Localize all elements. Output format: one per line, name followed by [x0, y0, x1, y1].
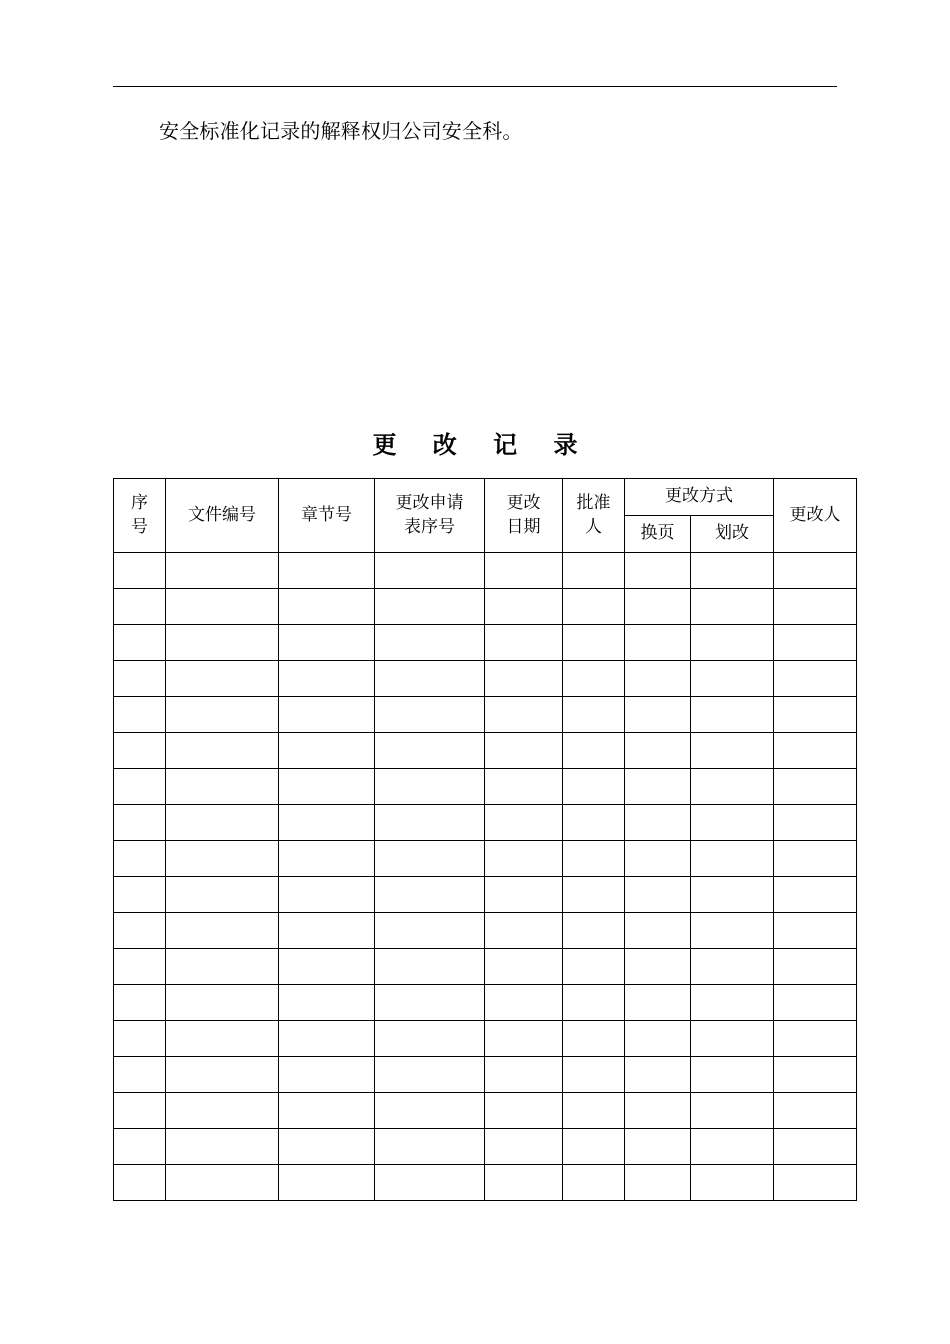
cell-replace-page[interactable]	[625, 589, 691, 625]
cell-chapter-no[interactable]	[279, 1093, 375, 1129]
cell-seq[interactable]	[114, 877, 166, 913]
cell-chapter-no[interactable]	[279, 769, 375, 805]
table-row	[114, 553, 857, 589]
cell-approver[interactable]	[563, 769, 625, 805]
cell-replace-page[interactable]	[625, 877, 691, 913]
cell-changed-by[interactable]	[774, 805, 857, 841]
cell-seq[interactable]	[114, 805, 166, 841]
table-row	[114, 733, 857, 769]
cell-approver[interactable]	[563, 553, 625, 589]
header-approver-line-2: 人	[585, 516, 602, 537]
cell-replace-page[interactable]	[625, 733, 691, 769]
cell-replace-page[interactable]	[625, 805, 691, 841]
cell-changed-by[interactable]	[774, 1165, 857, 1201]
cell-seq[interactable]	[114, 913, 166, 949]
header-change-date-line-2: 日期	[506, 516, 541, 537]
cell-changed-by[interactable]	[774, 985, 857, 1021]
table-row	[114, 769, 857, 805]
cell-doc-no[interactable]	[166, 553, 279, 589]
cell-chapter-no[interactable]	[279, 553, 375, 589]
cell-seq[interactable]	[114, 697, 166, 733]
header-rule	[113, 86, 837, 87]
cell-seq[interactable]	[114, 1021, 166, 1057]
cell-approver[interactable]	[563, 733, 625, 769]
cell-changed-by[interactable]	[774, 733, 857, 769]
table-row	[114, 1165, 857, 1201]
cell-request-no[interactable]	[375, 805, 485, 841]
cell-approver[interactable]	[563, 949, 625, 985]
cell-change-date[interactable]	[485, 877, 563, 913]
cell-strike-change[interactable]	[691, 625, 774, 661]
cell-doc-no[interactable]	[166, 1057, 279, 1093]
cell-strike-change[interactable]	[691, 589, 774, 625]
cell-changed-by[interactable]	[774, 1057, 857, 1093]
table-row	[114, 877, 857, 913]
cell-approver[interactable]	[563, 1057, 625, 1093]
cell-change-date[interactable]	[485, 949, 563, 985]
cell-changed-by[interactable]	[774, 841, 857, 877]
cell-request-no[interactable]	[375, 985, 485, 1021]
table-row	[114, 661, 857, 697]
cell-changed-by[interactable]	[774, 913, 857, 949]
cell-strike-change[interactable]	[691, 1093, 774, 1129]
cell-chapter-no[interactable]	[279, 733, 375, 769]
table-header-row	[114, 479, 857, 516]
cell-request-no[interactable]	[375, 769, 485, 805]
cell-change-date[interactable]	[485, 1057, 563, 1093]
cell-chapter-no[interactable]	[279, 805, 375, 841]
table-row	[114, 1093, 857, 1129]
cell-change-date[interactable]	[485, 805, 563, 841]
cell-chapter-no[interactable]	[279, 985, 375, 1021]
header-seq	[114, 479, 166, 553]
cell-change-date[interactable]	[485, 661, 563, 697]
cell-change-date[interactable]	[485, 1093, 563, 1129]
cell-doc-no[interactable]	[166, 769, 279, 805]
cell-approver[interactable]	[563, 1093, 625, 1129]
header-doc-no: 文件编号	[166, 479, 279, 553]
cell-chapter-no[interactable]	[279, 589, 375, 625]
cell-chapter-no[interactable]	[279, 1165, 375, 1201]
cell-request-no[interactable]	[375, 877, 485, 913]
cell-approver[interactable]	[563, 625, 625, 661]
cell-seq[interactable]	[114, 949, 166, 985]
table-body	[114, 553, 857, 1201]
cell-approver[interactable]	[563, 697, 625, 733]
intro-paragraph: 安全标准化记录的解释权归公司安全科。	[159, 119, 523, 143]
cell-doc-no[interactable]	[166, 805, 279, 841]
cell-chapter-no[interactable]	[279, 661, 375, 697]
cell-changed-by[interactable]	[774, 697, 857, 733]
cell-change-date[interactable]	[485, 553, 563, 589]
cell-replace-page[interactable]	[625, 985, 691, 1021]
cell-changed-by[interactable]	[774, 877, 857, 913]
cell-change-date[interactable]	[485, 769, 563, 805]
cell-approver[interactable]	[563, 841, 625, 877]
header-change-date-line-1: 更改	[506, 492, 541, 513]
cell-doc-no[interactable]	[166, 697, 279, 733]
cell-request-no[interactable]	[375, 1021, 485, 1057]
cell-change-date[interactable]	[485, 733, 563, 769]
cell-seq[interactable]	[114, 985, 166, 1021]
cell-seq[interactable]	[114, 733, 166, 769]
table-row	[114, 985, 857, 1021]
cell-request-no[interactable]	[375, 949, 485, 985]
cell-replace-page[interactable]	[625, 625, 691, 661]
cell-change-date[interactable]	[485, 589, 563, 625]
cell-replace-page[interactable]	[625, 1165, 691, 1201]
cell-changed-by[interactable]	[774, 625, 857, 661]
cell-chapter-no[interactable]	[279, 841, 375, 877]
cell-change-date[interactable]	[485, 985, 563, 1021]
cell-change-date[interactable]	[485, 841, 563, 877]
cell-doc-no[interactable]	[166, 1093, 279, 1129]
cell-doc-no[interactable]	[166, 877, 279, 913]
cell-replace-page[interactable]	[625, 769, 691, 805]
header-change-method: 更改方式	[625, 479, 774, 516]
cell-seq[interactable]	[114, 1165, 166, 1201]
cell-doc-no[interactable]	[166, 1021, 279, 1057]
cell-approver[interactable]	[563, 1165, 625, 1201]
cell-replace-page[interactable]	[625, 1021, 691, 1057]
cell-chapter-no[interactable]	[279, 877, 375, 913]
cell-replace-page[interactable]	[625, 697, 691, 733]
cell-change-date[interactable]	[485, 1021, 563, 1057]
cell-approver[interactable]	[563, 805, 625, 841]
header-seq-line-1: 序	[131, 492, 148, 513]
cell-replace-page[interactable]	[625, 841, 691, 877]
cell-strike-change[interactable]	[691, 805, 774, 841]
cell-chapter-no[interactable]	[279, 625, 375, 661]
cell-replace-page[interactable]	[625, 1129, 691, 1165]
header-changed-by: 更改人	[774, 479, 857, 553]
cell-request-no[interactable]	[375, 553, 485, 589]
cell-change-date[interactable]	[485, 1165, 563, 1201]
cell-seq[interactable]	[114, 661, 166, 697]
cell-strike-change[interactable]	[691, 1057, 774, 1093]
cell-changed-by[interactable]	[774, 949, 857, 985]
header-change-date	[485, 479, 563, 553]
header-strike-change: 划改	[691, 516, 774, 553]
cell-approver[interactable]	[563, 1021, 625, 1057]
cell-strike-change[interactable]	[691, 1021, 774, 1057]
cell-strike-change[interactable]	[691, 949, 774, 985]
cell-strike-change[interactable]	[691, 553, 774, 589]
header-approver-line-1: 批准	[576, 492, 611, 513]
cell-chapter-no[interactable]	[279, 949, 375, 985]
cell-strike-change[interactable]	[691, 697, 774, 733]
cell-request-no[interactable]	[375, 661, 485, 697]
header-replace-page: 换页	[625, 516, 691, 553]
cell-seq[interactable]	[114, 553, 166, 589]
cell-doc-no[interactable]	[166, 1165, 279, 1201]
cell-change-date[interactable]	[485, 697, 563, 733]
cell-change-date[interactable]	[485, 913, 563, 949]
table-row	[114, 625, 857, 661]
header-request-no	[375, 479, 485, 553]
cell-seq[interactable]	[114, 1129, 166, 1165]
cell-chapter-no[interactable]	[279, 1057, 375, 1093]
cell-changed-by[interactable]	[774, 1129, 857, 1165]
table-row	[114, 697, 857, 733]
cell-strike-change[interactable]	[691, 661, 774, 697]
cell-replace-page[interactable]	[625, 1057, 691, 1093]
cell-chapter-no[interactable]	[279, 913, 375, 949]
cell-doc-no[interactable]	[166, 841, 279, 877]
header-request-no-line-2: 表序号	[404, 516, 455, 537]
cell-doc-no[interactable]	[166, 949, 279, 985]
table-row	[114, 913, 857, 949]
cell-changed-by[interactable]	[774, 1021, 857, 1057]
header-approver	[563, 479, 625, 553]
cell-doc-no[interactable]	[166, 589, 279, 625]
cell-changed-by[interactable]	[774, 661, 857, 697]
cell-replace-page[interactable]	[625, 1093, 691, 1129]
table-row	[114, 805, 857, 841]
table-row	[114, 1129, 857, 1165]
cell-change-date[interactable]	[485, 1129, 563, 1165]
cell-replace-page[interactable]	[625, 913, 691, 949]
cell-approver[interactable]	[563, 913, 625, 949]
cell-strike-change[interactable]	[691, 1165, 774, 1201]
cell-request-no[interactable]	[375, 733, 485, 769]
cell-request-no[interactable]	[375, 589, 485, 625]
cell-request-no[interactable]	[375, 625, 485, 661]
cell-chapter-no[interactable]	[279, 697, 375, 733]
cell-doc-no[interactable]	[166, 985, 279, 1021]
cell-doc-no[interactable]	[166, 913, 279, 949]
header-seq-line-2: 号	[131, 516, 148, 537]
table-row	[114, 589, 857, 625]
cell-strike-change[interactable]	[691, 877, 774, 913]
table-row	[114, 841, 857, 877]
cell-replace-page[interactable]	[625, 661, 691, 697]
header-chapter-no: 章节号	[279, 479, 375, 553]
cell-strike-change[interactable]	[691, 841, 774, 877]
cell-approver[interactable]	[563, 877, 625, 913]
cell-strike-change[interactable]	[691, 733, 774, 769]
cell-strike-change[interactable]	[691, 769, 774, 805]
cell-strike-change[interactable]	[691, 913, 774, 949]
cell-approver[interactable]	[563, 661, 625, 697]
cell-approver[interactable]	[563, 985, 625, 1021]
cell-changed-by[interactable]	[774, 1093, 857, 1129]
cell-request-no[interactable]	[375, 1057, 485, 1093]
cell-changed-by[interactable]	[774, 769, 857, 805]
cell-request-no[interactable]	[375, 1165, 485, 1201]
cell-request-no[interactable]	[375, 697, 485, 733]
cell-replace-page[interactable]	[625, 949, 691, 985]
table-title: 更 改 记 录	[372, 431, 592, 459]
cell-doc-no[interactable]	[166, 733, 279, 769]
cell-approver[interactable]	[563, 1129, 625, 1165]
cell-seq[interactable]	[114, 769, 166, 805]
cell-request-no[interactable]	[375, 1093, 485, 1129]
cell-strike-change[interactable]	[691, 1129, 774, 1165]
cell-changed-by[interactable]	[774, 553, 857, 589]
cell-seq[interactable]	[114, 841, 166, 877]
change-record-table	[113, 478, 857, 1201]
cell-seq[interactable]	[114, 589, 166, 625]
cell-chapter-no[interactable]	[279, 1021, 375, 1057]
cell-chapter-no[interactable]	[279, 1129, 375, 1165]
table-row	[114, 949, 857, 985]
header-request-no-line-1: 更改申请	[395, 492, 464, 513]
cell-doc-no[interactable]	[166, 625, 279, 661]
cell-request-no[interactable]	[375, 913, 485, 949]
cell-replace-page[interactable]	[625, 553, 691, 589]
table-row	[114, 1021, 857, 1057]
cell-seq[interactable]	[114, 625, 166, 661]
cell-strike-change[interactable]	[691, 985, 774, 1021]
cell-request-no[interactable]	[375, 841, 485, 877]
cell-approver[interactable]	[563, 589, 625, 625]
cell-change-date[interactable]	[485, 625, 563, 661]
cell-seq[interactable]	[114, 1057, 166, 1093]
cell-seq[interactable]	[114, 1093, 166, 1129]
cell-changed-by[interactable]	[774, 589, 857, 625]
cell-request-no[interactable]	[375, 1129, 485, 1165]
table-row	[114, 1057, 857, 1093]
cell-doc-no[interactable]	[166, 661, 279, 697]
cell-doc-no[interactable]	[166, 1129, 279, 1165]
